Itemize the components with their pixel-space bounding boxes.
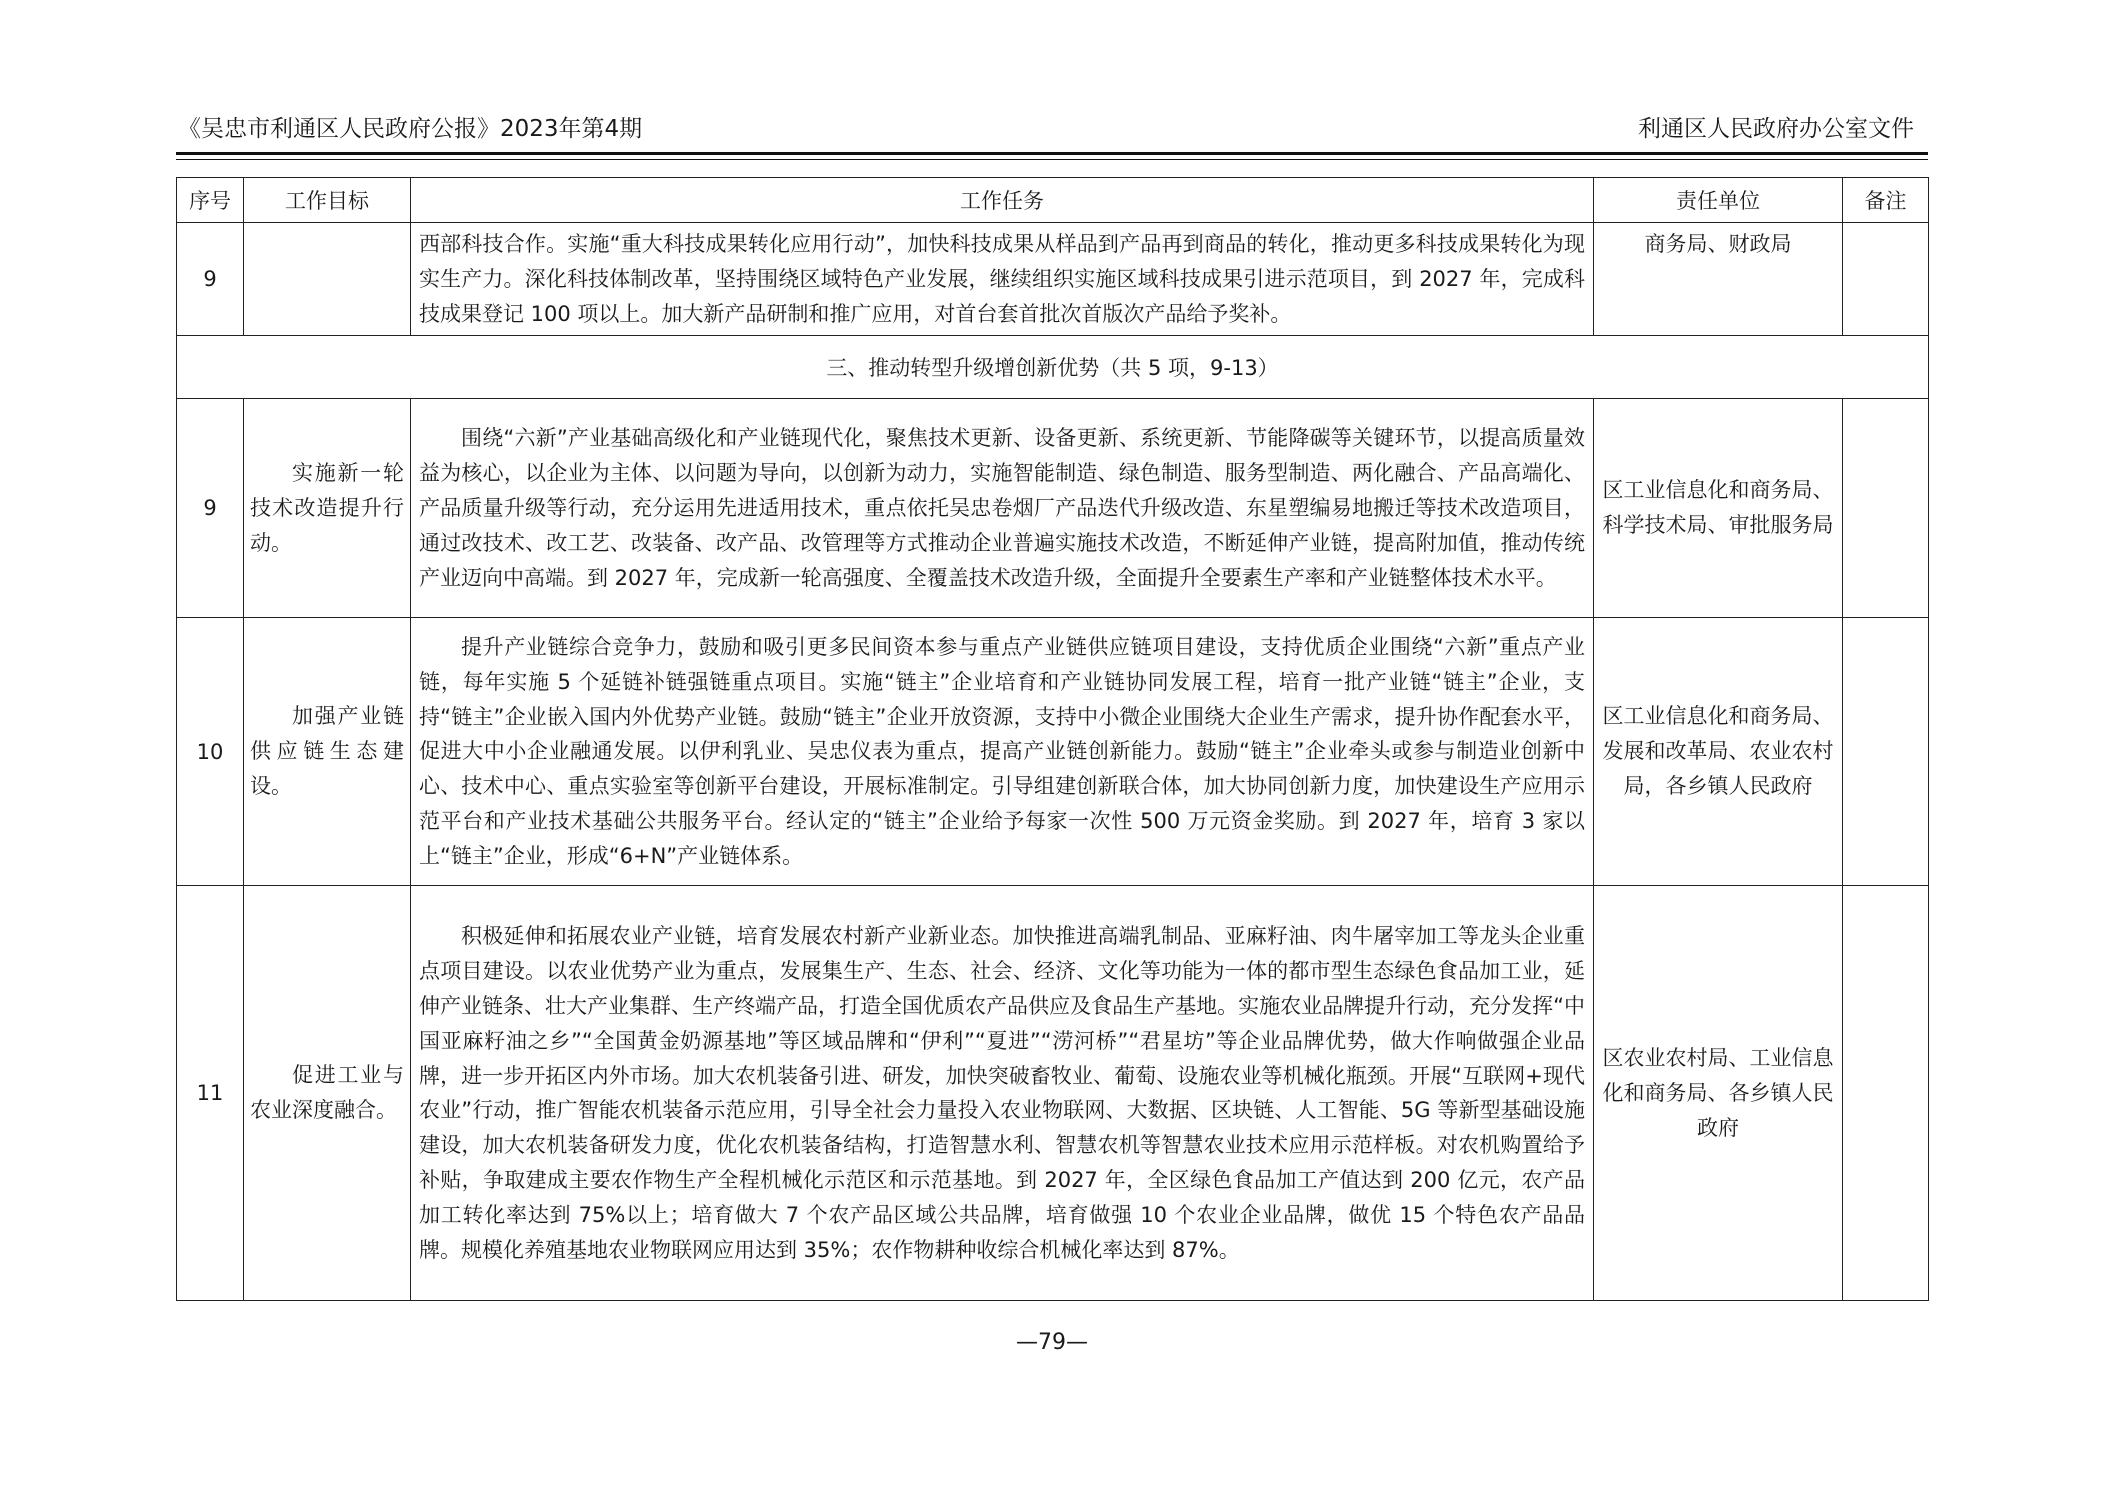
row-task-text: 西部科技合作。实施“重大科技成果转化应用行动”，加快科技成果从样品到产品再到商品的转化，推动更多科技成果转化为现实生产力。深化科技体制改革，坚持围绕区域特色产业发展，继续组织实施区域科技成果引进示范项目，到 2027 年，完成科技成果登记 100 项以上。加大新产品研制和推广应用，对首台套首批次首版次产品给予奖补。 <box>419 232 1585 326</box>
row-note <box>1843 223 1929 336</box>
page-number: —79— <box>1016 1330 1088 1355</box>
row-note <box>1843 886 1929 1301</box>
row-unit: 区工业信息化和商务局、科学技术局、审批服务局 <box>1594 399 1843 618</box>
row-number: 10 <box>177 618 244 886</box>
section-row <box>177 336 1929 399</box>
col-header-note: 备注 <box>1843 178 1929 223</box>
table-row <box>177 399 1929 618</box>
row-goal-text: 加强产业链供应链生态建设。 <box>250 704 404 799</box>
header-rule-thin <box>176 159 1928 160</box>
row-task <box>411 399 1594 618</box>
table-row <box>177 886 1929 1301</box>
col-header-task: 工作任务 <box>411 178 1594 223</box>
header-publication-title: 《吴忠市利通区人民政府公报》2023年第4期 <box>178 116 643 142</box>
header-rule-thick <box>176 152 1928 155</box>
row-task <box>411 223 1594 336</box>
section-title: 三、推动转型升级增创新优势（共 5 项，9-13） <box>177 336 1929 399</box>
row-goal-text: 实施新一轮技术改造提升行动。 <box>250 460 404 555</box>
table-header-row <box>177 178 1929 223</box>
header-issuer: 利通区人民政府办公室文件 <box>1638 116 1914 142</box>
row-goal <box>244 886 411 1301</box>
row-number: 9 <box>177 223 244 336</box>
row-task-text: 提升产业链综合竞争力，鼓励和吸引更多民间资本参与重点产业链供应链项目建设，支持优质企业围绕“六新”重点产业链，每年实施 5 个延链补链强链重点项目。实施“链主”企业培育和产业链协同发展工程，培育一批产业链“链主”企业，支持“链主”企业嵌入国内外优势产业链。鼓励“链主”企业开放资源，支持中小微企业围绕大企业生产需求，提升协作配套水平，促进大中小企业融通发展。以伊利乳业、吴忠仪表为重点，提高产业链创新能力。鼓励“链主”企业牵头或参与制造业创新中心、技术中心、重点实验室等创新平台建设，开展标准制定。引导组建创新联合体，加大协同创新力度，加快建设生产应用示范平台和产业技术基础公共服务平台。经认定的“链主”企业给予每家一次性 500 万元资金奖励。到 2027 年，培育 3 家以上“链主”企业，形成“6+N”产业链体系。 <box>419 635 1585 868</box>
table-row-continuation <box>177 223 1929 336</box>
row-task <box>411 886 1594 1301</box>
col-header-goal: 工作目标 <box>244 178 411 223</box>
row-unit: 区农业农村局、工业信息化和商务局、各乡镇人民政府 <box>1594 886 1843 1301</box>
row-note <box>1843 399 1929 618</box>
row-goal-text: 促进工业与农业深度融合。 <box>250 1063 404 1123</box>
col-header-unit: 责任单位 <box>1594 178 1843 223</box>
row-task-text: 积极延伸和拓展农业产业链，培育发展农村新产业新业态。加快推进高端乳制品、亚麻籽油、肉牛屠宰加工等龙头企业重点项目建设。以农业优势产业为重点，发展集生产、生态、社会、经济、文化等功能为一体的都市型生态绿色食品加工业，延伸产业链条、壮大产业集群、生产终端产品，打造全国优质农产品供应及食品生产基地。实施农业品牌提升行动，充分发挥“中国亚麻籽油之乡”“全国黄金奶源基地”等区域品牌和“伊利”“夏进”“涝河桥”“君星坊”等企业品牌优势，做大作响做强企业品牌，进一步开拓区内外市场。加大农机装备引进、研发，加快突破畜牧业、葡萄、设施农业等机械化瓶颈。开展“互联网+现代农业”行动，推广智能农机装备示范应用，引导全社会力量投入农业物联网、大数据、区块链、人工智能、5G 等新型基础设施建设，加大农机装备研发力度，优化农机装备结构，打造智慧水利、智慧农机等智慧农业技术应用示范样板。对农机购置给予补贴，争取建成主要农作物生产全程机械化示范区和示范基地。到 2027 年，全区绿色食品加工产值达到 200 亿元，农产品加工转化率达到 75%以上；培育做大 7 个农产品区域公共品牌，培育做强 10 个农业企业品牌，做优 15 个特色农产品品牌。规模化养殖基地农业物联网应用达到 35%；农作物耕种收综合机械化率达到 87%。 <box>419 924 1585 1262</box>
row-unit: 商务局、财政局 <box>1594 223 1843 336</box>
col-header-no: 序号 <box>177 178 244 223</box>
row-goal <box>244 399 411 618</box>
row-note <box>1843 618 1929 886</box>
row-task-text: 围绕“六新”产业基础高级化和产业链现代化，聚焦技术更新、设备更新、系统更新、节能降碳等关键环节，以提高质量效益为核心，以企业为主体、以问题为导向，以创新为动力，实施智能制造、绿色制造、服务型制造、两化融合、产品高端化、产品质量升级等行动，充分运用先进适用技术，重点依托吴忠卷烟厂产品迭代升级改造、东星塑编易地搬迁等技术改造项目，通过改技术、改工艺、改装备、改产品、改管理等方式推动企业普遍实施技术改造，不断延伸产业链，提高附加值，推动传统产业迈向中高端。到 2027 年，完成新一轮高强度、全覆盖技术改造升级，全面提升全要素生产率和产业链整体技术水平。 <box>419 426 1585 590</box>
row-goal <box>244 618 411 886</box>
row-number: 11 <box>177 886 244 1301</box>
task-table <box>176 177 1929 1301</box>
row-goal <box>244 223 411 336</box>
table-row <box>177 618 1929 886</box>
row-task <box>411 618 1594 886</box>
row-number: 9 <box>177 399 244 618</box>
row-unit: 区工业信息化和商务局、发展和改革局、农业农村局，各乡镇人民政府 <box>1594 618 1843 886</box>
